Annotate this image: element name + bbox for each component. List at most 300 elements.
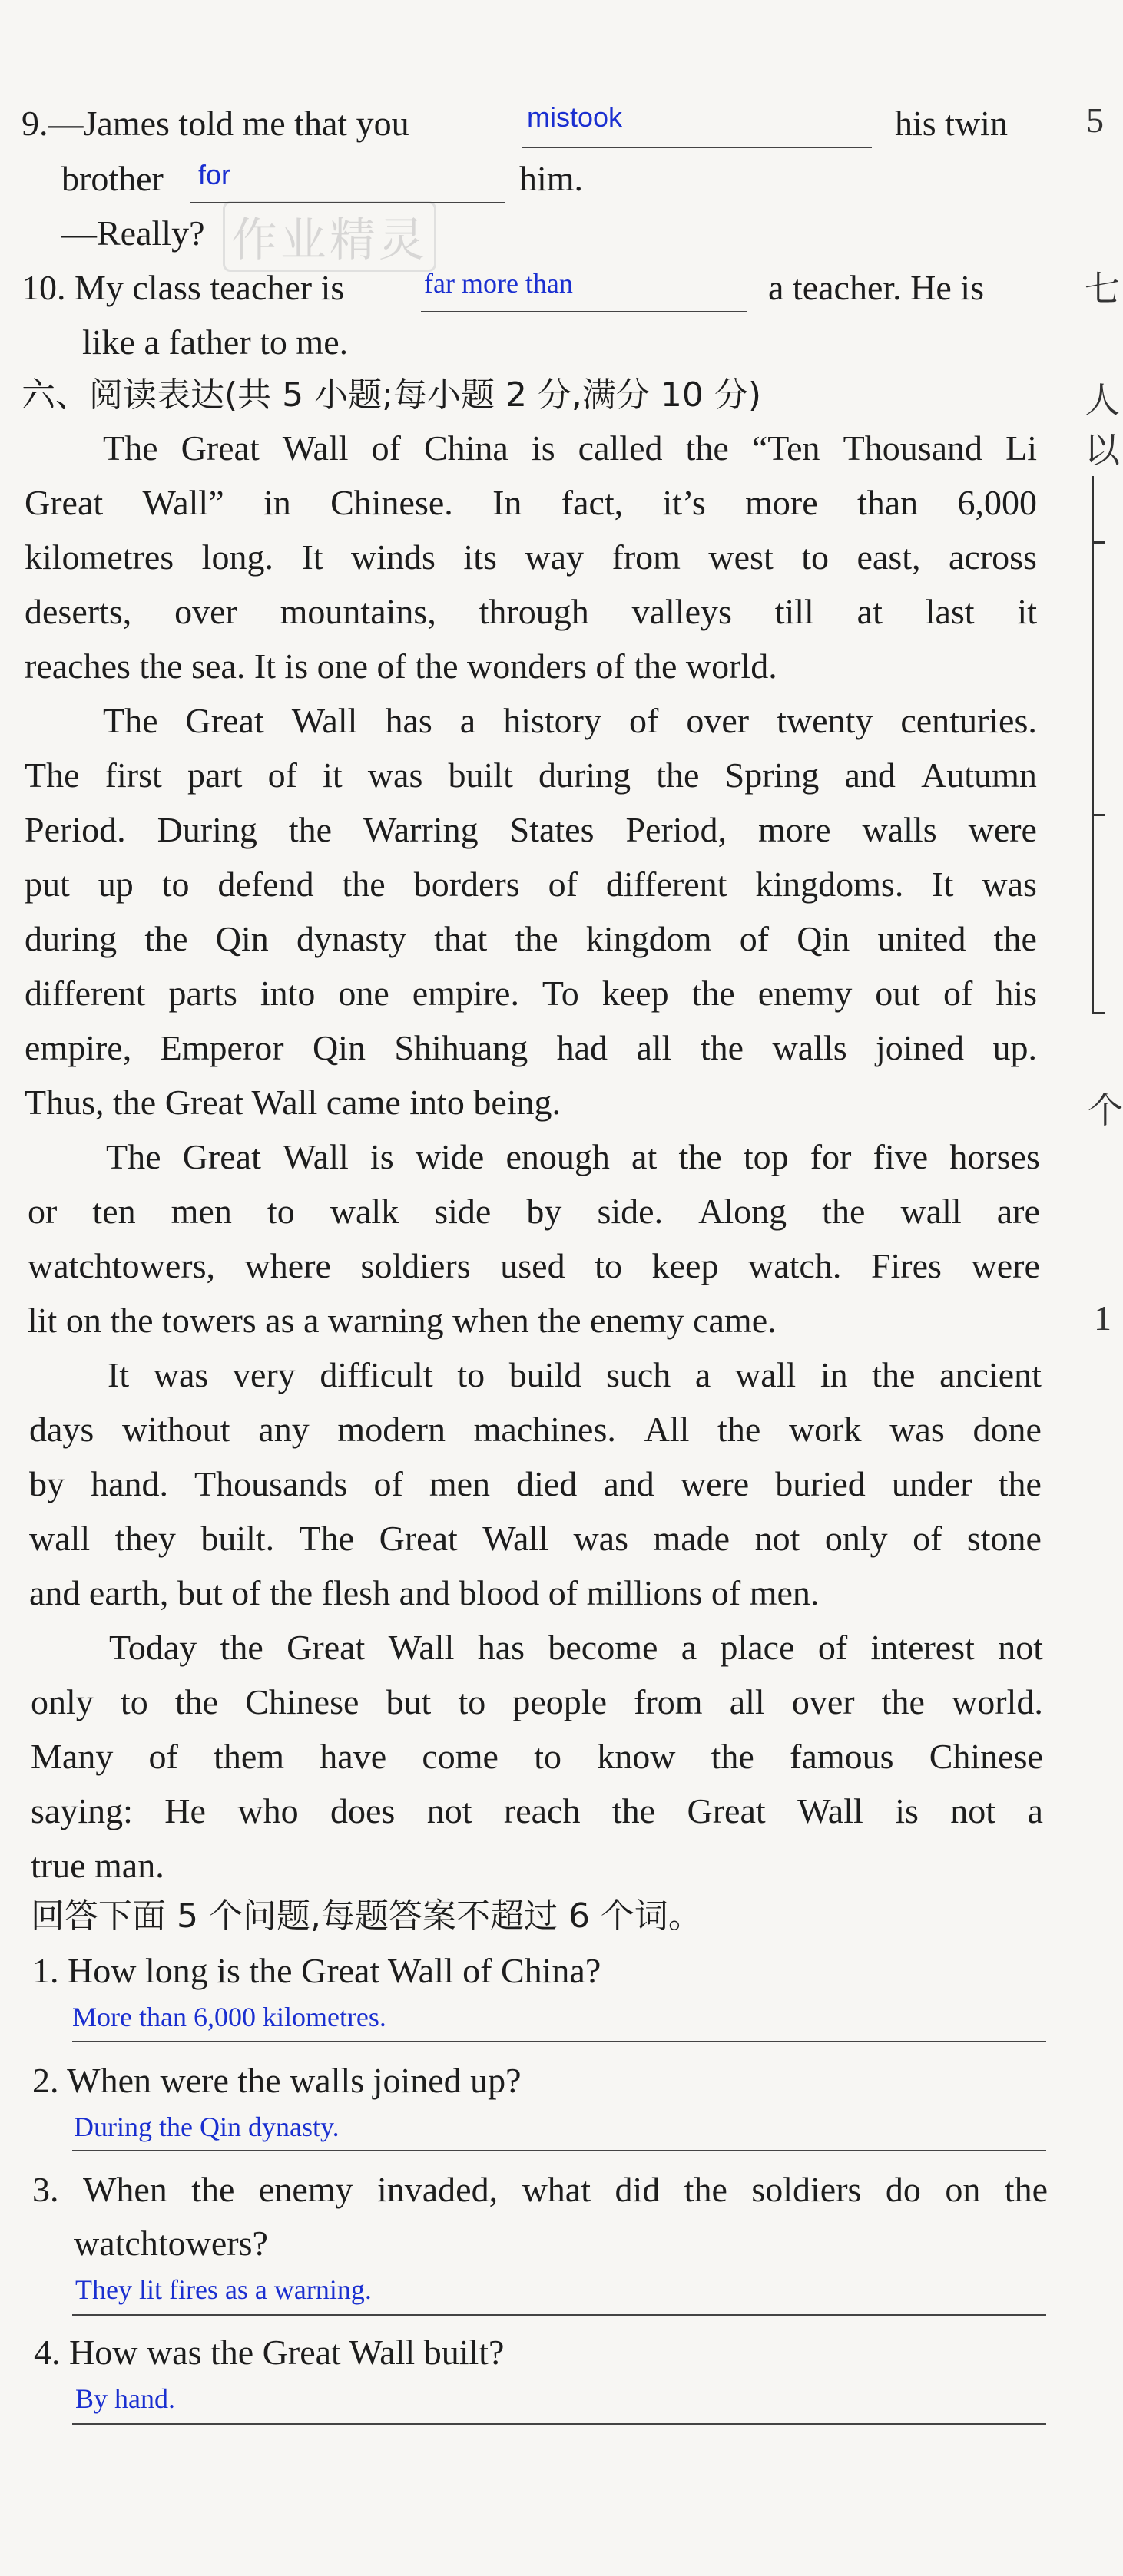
p2-line3 <box>25 807 1037 853</box>
word: Qin <box>797 919 850 958</box>
q9-answer-2: for <box>198 159 231 190</box>
question-1: 1. How long is the Great Wall of China? <box>32 1951 601 1990</box>
edge-fragment-qi: 七 <box>1085 270 1120 309</box>
word: difficult <box>320 1355 433 1394</box>
word: the <box>611 1791 656 1830</box>
word: or <box>28 1192 58 1231</box>
word: Wall <box>282 428 349 468</box>
word: till <box>774 592 814 631</box>
word: All <box>644 1410 690 1449</box>
word: Along <box>698 1192 787 1231</box>
word: reach <box>503 1791 581 1830</box>
word: the <box>678 1137 722 1176</box>
word: where <box>244 1246 331 1285</box>
word: done <box>972 1410 1042 1449</box>
word: In <box>492 483 522 522</box>
word: of <box>913 1519 942 1558</box>
word: to <box>801 537 829 577</box>
word: to <box>534 1737 562 1776</box>
q9-reply: —Really? <box>61 213 205 253</box>
word: States <box>509 810 595 849</box>
p3-line3 <box>28 1243 1040 1289</box>
edge-table-rule <box>1092 541 1105 544</box>
word: is <box>531 428 555 468</box>
p2-line6 <box>25 971 1037 1017</box>
p4-line3 <box>29 1461 1042 1507</box>
word: were <box>680 1464 750 1503</box>
q9-blank-2 <box>190 165 505 203</box>
word: Thousands <box>194 1464 348 1503</box>
word: walk <box>330 1192 399 1231</box>
word: and <box>603 1464 654 1503</box>
word: Today <box>109 1628 197 1667</box>
word: it’s <box>662 483 706 522</box>
word: of <box>943 974 973 1013</box>
word: from <box>611 537 681 577</box>
p5-line1 <box>109 1625 1043 1671</box>
word: the <box>220 1628 263 1667</box>
word: ancient <box>939 1355 1042 1394</box>
word: Chinese <box>929 1737 1043 1776</box>
word: that <box>434 919 488 958</box>
word: to <box>267 1192 295 1231</box>
word: borders <box>413 865 520 904</box>
instructions: 回答下面 5 个问题,每题答案不超过 6 个词。 <box>31 1896 702 1936</box>
edge-table-rule-3 <box>1092 1012 1105 1014</box>
word: come <box>422 1737 499 1776</box>
edge-fragment-yi: 以 <box>1085 431 1120 470</box>
p5-line4 <box>31 1788 1043 1834</box>
word: of <box>629 701 659 740</box>
word: days <box>29 1410 94 1449</box>
word: all <box>636 1028 672 1067</box>
word: is <box>895 1791 919 1830</box>
word: the <box>872 1355 916 1394</box>
word: parts <box>168 974 237 1013</box>
word: “Ten <box>751 428 820 468</box>
word: The <box>299 1519 355 1558</box>
question-2: 2. When were the walls joined up? <box>32 2061 522 2100</box>
word: He <box>164 1791 206 1830</box>
word: west <box>708 537 774 577</box>
word: joined <box>876 1028 965 1067</box>
word: the <box>691 974 735 1013</box>
word: valleys <box>631 592 732 631</box>
word: enough <box>505 1137 610 1176</box>
word: fact, <box>561 483 624 522</box>
word: in <box>820 1355 848 1394</box>
word: soldiers <box>751 2170 862 2209</box>
edge-table-rule-2 <box>1092 814 1105 816</box>
p4-line4 <box>29 1516 1042 1562</box>
word: to <box>120 1682 148 1721</box>
p4-line2 <box>29 1407 1042 1453</box>
edge-table-border <box>1092 476 1094 1014</box>
q9-line1-start <box>22 101 409 147</box>
word: not <box>754 1519 800 1558</box>
p2-line1 <box>103 698 1037 744</box>
word: The <box>103 428 158 468</box>
word: but <box>386 1682 432 1721</box>
p4-line5: and earth, but of the flesh and blood of millions of men. <box>29 1573 820 1612</box>
word: Wall” <box>142 483 224 522</box>
word: the <box>711 1737 754 1776</box>
word: into <box>260 974 316 1013</box>
word: up. <box>992 1028 1037 1067</box>
word: mountains, <box>280 592 436 631</box>
word: part <box>187 756 243 795</box>
word: long. <box>201 537 273 577</box>
section-heading: 六、阅读表达(共 5 小题;每小题 2 分,满分 10 分) <box>22 375 762 415</box>
word: During <box>157 810 257 849</box>
word: under <box>891 1464 972 1503</box>
word: the <box>822 1192 866 1231</box>
word: a <box>694 1355 711 1394</box>
word: one <box>338 974 389 1013</box>
q10-text3: like a father to me. <box>82 322 349 362</box>
word: of <box>739 919 770 958</box>
q9-text1: —James told me that you <box>48 104 409 143</box>
word: modern <box>337 1410 446 1449</box>
word: the <box>700 1028 744 1067</box>
q10-text2: a teacher. He is <box>768 268 984 307</box>
word: side. <box>597 1192 664 1231</box>
word: Qin <box>215 919 269 958</box>
word: the <box>288 810 333 849</box>
word: the <box>717 1410 761 1449</box>
p1-line5: reaches the sea. It is one of the wonders of the world. <box>25 646 777 686</box>
word: To <box>542 974 579 1013</box>
word: are <box>996 1192 1040 1231</box>
word: wide <box>415 1137 485 1176</box>
p2-line5 <box>25 916 1037 962</box>
word: centuries. <box>900 701 1037 740</box>
edge-fragment-ren: 人 <box>1085 381 1120 420</box>
q9-answer-1: mistook <box>527 101 623 133</box>
word: up <box>98 865 134 904</box>
word: watch. <box>747 1246 842 1285</box>
p2-line4 <box>25 861 1037 908</box>
word: not <box>950 1791 996 1830</box>
word: Autumn <box>921 756 1037 795</box>
word: Many <box>31 1737 114 1776</box>
word: The <box>25 756 80 795</box>
question-3-line2: watchtowers? <box>74 2224 268 2263</box>
p4-line1 <box>108 1352 1042 1398</box>
q10-answer: far more than <box>424 268 573 299</box>
word: hand. <box>91 1464 168 1503</box>
word: wall <box>900 1192 962 1231</box>
word: used <box>500 1246 565 1285</box>
word: of <box>267 756 297 795</box>
word: It <box>932 865 954 904</box>
word: the <box>685 428 729 468</box>
word: buried <box>775 1464 866 1503</box>
word: ten <box>92 1192 136 1231</box>
p5-line2 <box>31 1679 1043 1725</box>
word: a <box>681 1628 697 1667</box>
word: was <box>153 1355 209 1394</box>
word: world. <box>952 1682 1043 1721</box>
word: across <box>948 537 1037 577</box>
word: kingdoms. <box>755 865 904 904</box>
word: of <box>371 428 401 468</box>
word: defend <box>217 865 314 904</box>
word: 6,000 <box>957 483 1037 522</box>
word: it <box>1017 592 1037 631</box>
word: than <box>856 483 919 522</box>
word: more <box>745 483 818 522</box>
word: walls <box>862 810 937 849</box>
word: a <box>459 701 476 740</box>
word: watchtowers, <box>28 1246 215 1285</box>
word: Wall <box>291 701 358 740</box>
word: deserts, <box>25 592 132 631</box>
word: through <box>479 592 589 631</box>
word: does <box>330 1791 396 1830</box>
word: the <box>144 919 188 958</box>
word: a <box>1027 1791 1043 1830</box>
word: Fires <box>870 1246 942 1285</box>
word: over <box>791 1682 855 1721</box>
word: men <box>429 1464 491 1503</box>
word: to <box>458 1682 486 1721</box>
word: from <box>634 1682 703 1721</box>
word: built <box>448 756 513 795</box>
word: keep <box>651 1246 719 1285</box>
word: different <box>605 865 727 904</box>
word: at <box>856 592 883 631</box>
p3-line2 <box>28 1189 1040 1235</box>
answer-1: More than 6,000 kilometres. <box>72 2002 386 2032</box>
word: Great <box>379 1519 458 1558</box>
word: empire, <box>25 1028 132 1067</box>
word: only <box>31 1682 94 1721</box>
word: out <box>875 974 921 1013</box>
word: Period, <box>625 810 727 849</box>
word: the <box>656 756 700 795</box>
word: kilometres <box>25 537 174 577</box>
word: was <box>367 756 423 795</box>
word: become <box>548 1628 658 1667</box>
word: such <box>605 1355 671 1394</box>
word: the <box>174 1682 219 1721</box>
word: his <box>995 974 1037 1013</box>
word: put <box>25 865 70 904</box>
word: Wall <box>797 1791 863 1830</box>
word: all <box>729 1682 765 1721</box>
word: very <box>232 1355 296 1394</box>
answer-line-1 <box>72 2041 1046 2042</box>
word: Great <box>25 483 104 522</box>
word: built. <box>200 1519 275 1558</box>
word: to <box>595 1246 622 1285</box>
word: the <box>1004 2170 1048 2209</box>
p2-line7 <box>25 1025 1037 1071</box>
word: not <box>426 1791 472 1830</box>
word: of <box>148 1737 178 1776</box>
word: during <box>538 756 631 795</box>
word: they <box>114 1519 176 1558</box>
word: Thousand <box>843 428 983 468</box>
p3-line1 <box>106 1134 1040 1180</box>
word: Great <box>182 1137 261 1176</box>
q9-text3: brother <box>61 159 164 198</box>
word: Great <box>181 428 260 468</box>
word: united <box>877 919 966 958</box>
word: winds <box>351 537 436 577</box>
word: side <box>434 1192 492 1231</box>
answer-line-3 <box>72 2314 1046 2316</box>
word: five <box>873 1137 929 1176</box>
word: have <box>320 1737 387 1776</box>
p1-line4 <box>25 589 1037 635</box>
p1-line1 <box>103 425 1037 471</box>
word: 3. <box>32 2170 59 2209</box>
word: during <box>25 919 118 958</box>
word: horses <box>949 1137 1040 1176</box>
word: and <box>844 756 896 795</box>
word: When <box>82 2170 167 2209</box>
word: more <box>758 810 831 849</box>
word: the <box>993 919 1037 958</box>
word: Qin <box>313 1028 366 1067</box>
word: work <box>788 1410 862 1449</box>
word: dynasty <box>296 919 407 958</box>
word: on <box>945 2170 981 2209</box>
word: did <box>615 2170 661 2209</box>
answer-2: During the Qin dynasty. <box>74 2111 340 2142</box>
word: in <box>263 483 291 522</box>
word: had <box>556 1028 608 1067</box>
word: east, <box>856 537 921 577</box>
word: of <box>548 865 578 904</box>
word: Great <box>287 1628 366 1667</box>
p2-line8: Thus, the Great Wall came into being. <box>25 1083 562 1122</box>
answer-3: They lit fires as a warning. <box>75 2274 372 2305</box>
word: the <box>342 865 386 904</box>
word: is <box>369 1137 394 1176</box>
word: last <box>925 592 975 631</box>
word: Li <box>1005 428 1037 468</box>
word: its <box>463 537 497 577</box>
word: was <box>982 865 1037 904</box>
word: way <box>525 537 585 577</box>
word: the <box>881 1682 925 1721</box>
q9-number: 9. <box>22 104 48 143</box>
word: only <box>824 1519 888 1558</box>
word: to <box>457 1355 485 1394</box>
q9-text4: him. <box>519 159 584 198</box>
answer-4: By hand. <box>75 2383 175 2414</box>
q9-text2: his twin <box>895 104 1008 143</box>
word: It <box>108 1355 130 1394</box>
word: Emperor <box>160 1028 284 1067</box>
word: Chinese <box>245 1682 359 1721</box>
word: Wall <box>283 1137 349 1176</box>
word: what <box>522 2170 591 2209</box>
word: empire. <box>412 974 519 1013</box>
word: twenty <box>777 701 873 740</box>
word: do <box>885 2170 921 2209</box>
word: The <box>103 701 158 740</box>
word: any <box>258 1410 310 1449</box>
word: know <box>597 1737 676 1776</box>
word: Wall <box>482 1519 548 1558</box>
word: soldiers <box>360 1246 471 1285</box>
word: by <box>29 1464 65 1503</box>
word: over <box>174 592 237 631</box>
word: Warring <box>363 810 479 849</box>
word: Great <box>687 1791 766 1830</box>
word: first <box>104 756 162 795</box>
word: the <box>515 919 558 958</box>
word: Shihuang <box>394 1028 528 1067</box>
word: made <box>653 1519 730 1558</box>
word: enemy <box>258 2170 353 2209</box>
word: the <box>191 2170 235 2209</box>
word: China <box>423 428 508 468</box>
word: enemy <box>757 974 853 1013</box>
answer-line-4 <box>72 2423 1046 2425</box>
word: not <box>998 1628 1043 1667</box>
word: Period. <box>25 810 126 849</box>
word: was <box>889 1410 945 1449</box>
p2-line2 <box>25 752 1037 799</box>
word: Wall <box>388 1628 455 1667</box>
word: invaded, <box>376 2170 499 2209</box>
word: interest <box>870 1628 975 1667</box>
word: machines. <box>473 1410 616 1449</box>
word: them <box>214 1737 285 1776</box>
word: history <box>503 701 601 740</box>
word: of <box>817 1628 848 1667</box>
word: were <box>968 810 1037 849</box>
word: to <box>161 865 190 904</box>
edge-fragment-5: 5 <box>1086 101 1104 140</box>
word: walls <box>772 1028 847 1067</box>
word: were <box>971 1246 1040 1285</box>
word: the <box>684 2170 727 2209</box>
p1-line3 <box>25 534 1037 580</box>
edge-fragment-ge: 个 <box>1088 1091 1123 1130</box>
word: different <box>25 974 146 1013</box>
word: Chinese. <box>330 483 453 522</box>
word: It <box>301 537 323 577</box>
word: The <box>106 1137 161 1176</box>
word: the <box>998 1464 1042 1503</box>
p5-line5: true man. <box>31 1846 164 1885</box>
word: stone <box>966 1519 1042 1558</box>
word: by <box>526 1192 562 1231</box>
word: at <box>631 1137 658 1176</box>
word: for <box>810 1137 852 1176</box>
word: people <box>512 1682 607 1721</box>
word: top <box>743 1137 789 1176</box>
word: kingdom <box>585 919 712 958</box>
word: it <box>323 756 343 795</box>
answer-line-2 <box>72 2150 1046 2151</box>
p3-line4: lit on the towers as a warning when the enemy came. <box>28 1301 777 1340</box>
question-4: 4. How was the Great Wall built? <box>34 2333 505 2372</box>
word: of <box>373 1464 403 1503</box>
word: men <box>171 1192 232 1231</box>
word: was <box>573 1519 628 1558</box>
question-3-line1 <box>32 2167 1048 2213</box>
word: wall <box>29 1519 91 1558</box>
word: famous <box>790 1737 894 1776</box>
word: place <box>720 1628 795 1667</box>
